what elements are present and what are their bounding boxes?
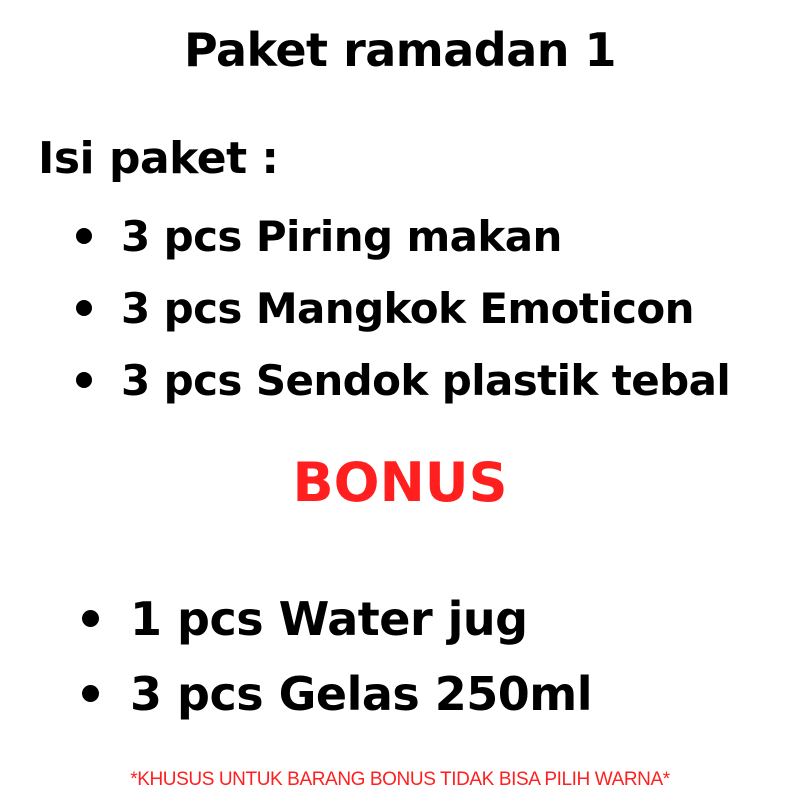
bullet-icon [76, 372, 92, 388]
list-item [82, 581, 592, 656]
list-item [76, 344, 730, 416]
list-item-text: 3 pcs Gelas 250ml [130, 666, 592, 721]
list-item-text: 1 pcs Water jug [130, 591, 528, 646]
list-item [76, 272, 730, 344]
list-item-text: 3 pcs Sendok plastik tebal [121, 355, 731, 405]
package-contents-list [76, 200, 730, 416]
list-item [82, 656, 592, 731]
bonus-heading: BONUS [292, 451, 508, 514]
bullet-icon [76, 228, 92, 244]
bonus-items-list [82, 581, 592, 731]
bullet-icon [82, 685, 99, 702]
bullet-icon [82, 610, 99, 627]
list-item [76, 200, 730, 272]
package-contents-label: Isi paket : [38, 133, 279, 184]
bonus-color-disclaimer: *KHUSUS UNTUK BARANG BONUS TIDAK BISA PILIH WARNA* [130, 769, 670, 790]
bullet-icon [76, 300, 92, 316]
page-title: Paket ramadan 1 [183, 23, 616, 77]
list-item-text: 3 pcs Piring makan [121, 211, 562, 261]
list-item-text: 3 pcs Mangkok Emoticon [121, 283, 694, 333]
